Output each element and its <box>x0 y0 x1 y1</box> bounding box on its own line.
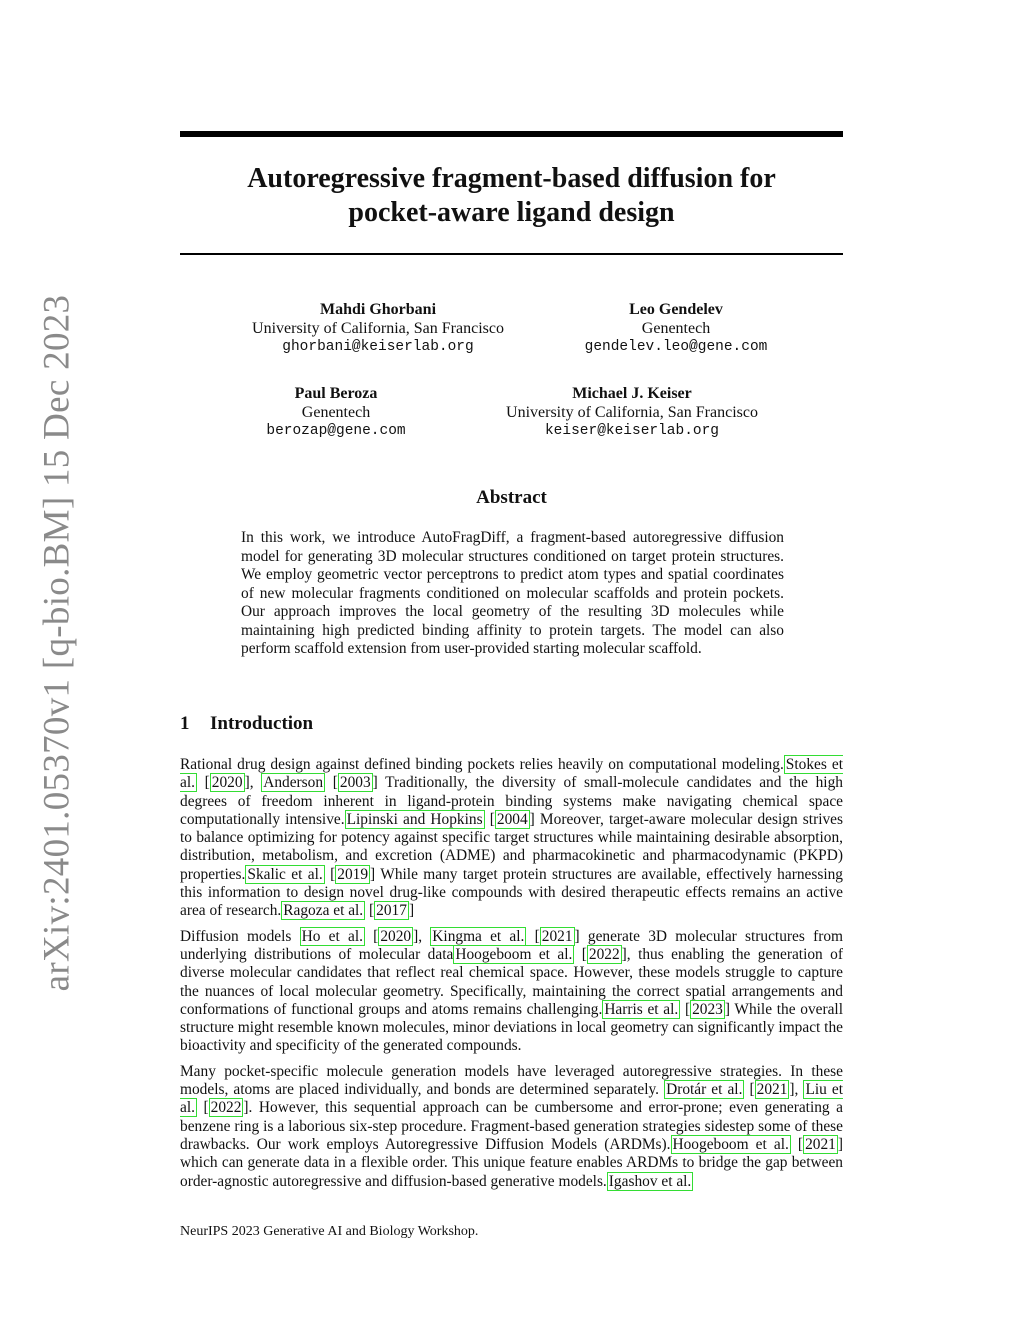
author-email[interactable]: berozap@gene.com <box>266 423 406 439</box>
citation-link[interactable]: Stokes et al. <box>180 756 843 792</box>
author-affiliation: Genentech <box>641 320 711 337</box>
text-run: ] While many target protein structures are available, effectively harnessing this information to design novel drug-like compounds with desired therapeutic effects remains an active area of research. <box>180 865 843 920</box>
text-run: [ <box>364 927 379 945</box>
text-run: ], <box>244 774 262 792</box>
citation-link[interactable]: Anderson <box>263 774 324 792</box>
author-email[interactable]: ghorbani@keiserlab.org <box>282 339 474 355</box>
author-affiliation: University of California, San Francisco <box>506 404 758 421</box>
title-top-rule <box>180 131 843 137</box>
citation-link[interactable]: Ragoza et al. <box>283 902 364 920</box>
citation-link[interactable]: Igashov et al. <box>608 1172 692 1190</box>
citation-link[interactable]: Liu et al. <box>180 1081 843 1117</box>
citation-link[interactable]: Drotár et al. <box>666 1081 743 1099</box>
author-block-4 <box>482 384 782 441</box>
citation-year-link[interactable]: 2022 <box>588 945 620 963</box>
section-title: Introduction <box>210 713 314 734</box>
author-name: Leo Gendelev <box>629 301 723 318</box>
text-run: [ <box>196 1099 209 1117</box>
citation-link[interactable]: Harris et al. <box>604 1000 679 1018</box>
citation-link[interactable]: Kingma et al. <box>432 927 525 945</box>
text-run: [ <box>744 1081 755 1099</box>
author-email[interactable]: keiser@keiserlab.org <box>544 423 720 439</box>
author-name: Paul Beroza <box>294 385 378 402</box>
citation-year-link[interactable]: 2020 <box>211 774 243 792</box>
venue-footnote: NeurIPS 2023 Generative AI and Biology Workshop. <box>180 1224 479 1239</box>
author-block-2 <box>556 300 796 357</box>
paper-title <box>180 162 843 230</box>
text-run: [ <box>574 945 587 963</box>
citation-year-link[interactable]: 2017 <box>376 902 407 920</box>
text-run: ]. However, this sequential approach can be cumbersome and error-prone; even generating a benzene ring is a laborious six-step procedure. Fragment-based generation strategies sidestep some of these drawbacks. Our work employs Autoregressive Diffusion Models (ARDMs). <box>180 1099 843 1153</box>
citation-year-link[interactable]: 2023 <box>692 1000 723 1018</box>
section-heading <box>180 713 313 735</box>
citation-year-link[interactable]: 2021 <box>756 1081 788 1099</box>
text-run: ] generate 3D molecular structures from underlying distributions of molecular data <box>180 927 843 963</box>
text-run: ] Moreover, target-aware molecular design strives to balance optimizing for potency against specific target structures while maintaining desirable absorption, distribution, metabolism, and excretion (ADME) and pharmacokinetic and pharmacodynamic (PKPD) properties. <box>180 810 843 883</box>
author-block-1 <box>228 300 528 357</box>
title-bottom-rule <box>180 253 843 255</box>
text-run: ], thus enabling the generation of diverse molecular candidates that reflect real chemical space. However, these models struggle to capture the nuances of local molecular geometry. Specifically, maintaining the correct spatial arrangements and conformations of functional groups and atoms remains challenging. <box>180 945 843 1018</box>
author-affiliation: Genentech <box>301 404 371 421</box>
text-run: Many pocket-specific molecule generation models have leveraged autoregressive strategies. In these models, atoms are placed individually, and bonds are determined separately. <box>180 1062 843 1099</box>
citation-year-link[interactable]: 2003 <box>339 774 371 792</box>
text-run: [ <box>196 774 210 792</box>
arxiv-identifier-stamp: arXiv:2401.05370v1 [q-bio.BM] 15 Dec 2023 <box>36 294 78 992</box>
text-run: ] While the overall structure might resemble known molecules, minor deviations in local geometry can significantly impact the bioactivity and specificity of the generated compounds. <box>180 1000 843 1055</box>
section-number: 1 <box>180 713 190 734</box>
citation-link[interactable]: Lipinski and Hopkins <box>346 810 483 828</box>
text-run: [ <box>526 927 540 945</box>
citation-link[interactable]: Hoogeboom et al. <box>455 945 573 963</box>
title-line-2: pocket-aware ligand design <box>348 197 675 228</box>
text-run: Rational drug design against defined binding pockets relies heavily on computational modeling. <box>180 756 784 773</box>
citation-year-link[interactable]: 2019 <box>337 865 369 883</box>
citation-year-link[interactable]: 2020 <box>380 927 412 945</box>
text-run: [ <box>790 1135 804 1153</box>
title-line-1: Autoregressive fragment-based diffusion for <box>247 163 776 194</box>
text-run: [ <box>680 1000 691 1018</box>
text-run: Diffusion models <box>180 927 300 945</box>
abstract-text: In this work, we introduce AutoFragDiff, a fragment-based autoregressive diffusion model for generating 3D molecular structures conditioned on target protein structures. We employ geometric vector perceptrons to predict atom types and spatial coordinates of new molecular fragments conditioned on molecular scaffolds and protein pockets. Our approach improves the local geometry of the resulting 3D molecules while maintaining high predicted binding affinity to protein targets. The model can also perform scaffold extension from user-provided starting molecular scaffold. <box>241 529 784 657</box>
text-run: [ <box>365 902 375 920</box>
abstract-heading: Abstract <box>476 487 547 508</box>
citation-year-link[interactable]: 2021 <box>805 1135 836 1153</box>
author-email[interactable]: gendelev.leo@gene.com <box>584 339 768 355</box>
citation-link[interactable]: Ho et al. <box>301 927 363 945</box>
author-name: Mahdi Ghorbani <box>319 301 437 318</box>
introduction-body <box>180 756 843 1198</box>
text-run: ], <box>789 1081 804 1099</box>
text-run: ] Traditionally, the diversity of small-molecule candidates and the high degrees of freedom inherent in ligand-protein binding systems make navigating chemical space computationally intensive. <box>180 774 843 828</box>
paragraph-2 <box>180 928 843 1056</box>
author-name: Michael J. Keiser <box>572 385 692 402</box>
citation-year-link[interactable]: 2021 <box>541 927 573 945</box>
citation-year-link[interactable]: 2022 <box>210 1099 242 1117</box>
text-run: ] which can generate data in a flexible order. This unique feature enables ARDMs to bridge the gap between order-agnostic autoregressive and diffusion-based generative models. <box>180 1135 843 1190</box>
paragraph-1 <box>180 756 843 921</box>
paragraph-3 <box>180 1063 843 1191</box>
citation-year-link[interactable]: 2004 <box>496 810 528 828</box>
citation-link[interactable]: Skalic et al. <box>247 865 323 883</box>
text-run: ] <box>408 902 415 920</box>
author-affiliation: University of California, San Francisco <box>252 320 504 337</box>
text-run: [ <box>325 774 338 792</box>
citation-link[interactable]: Hoogeboom et al. <box>672 1135 789 1153</box>
text-run: [ <box>484 810 495 828</box>
text-run: [ <box>324 865 336 883</box>
author-block-3 <box>236 384 436 441</box>
text-run: ], <box>413 927 431 945</box>
